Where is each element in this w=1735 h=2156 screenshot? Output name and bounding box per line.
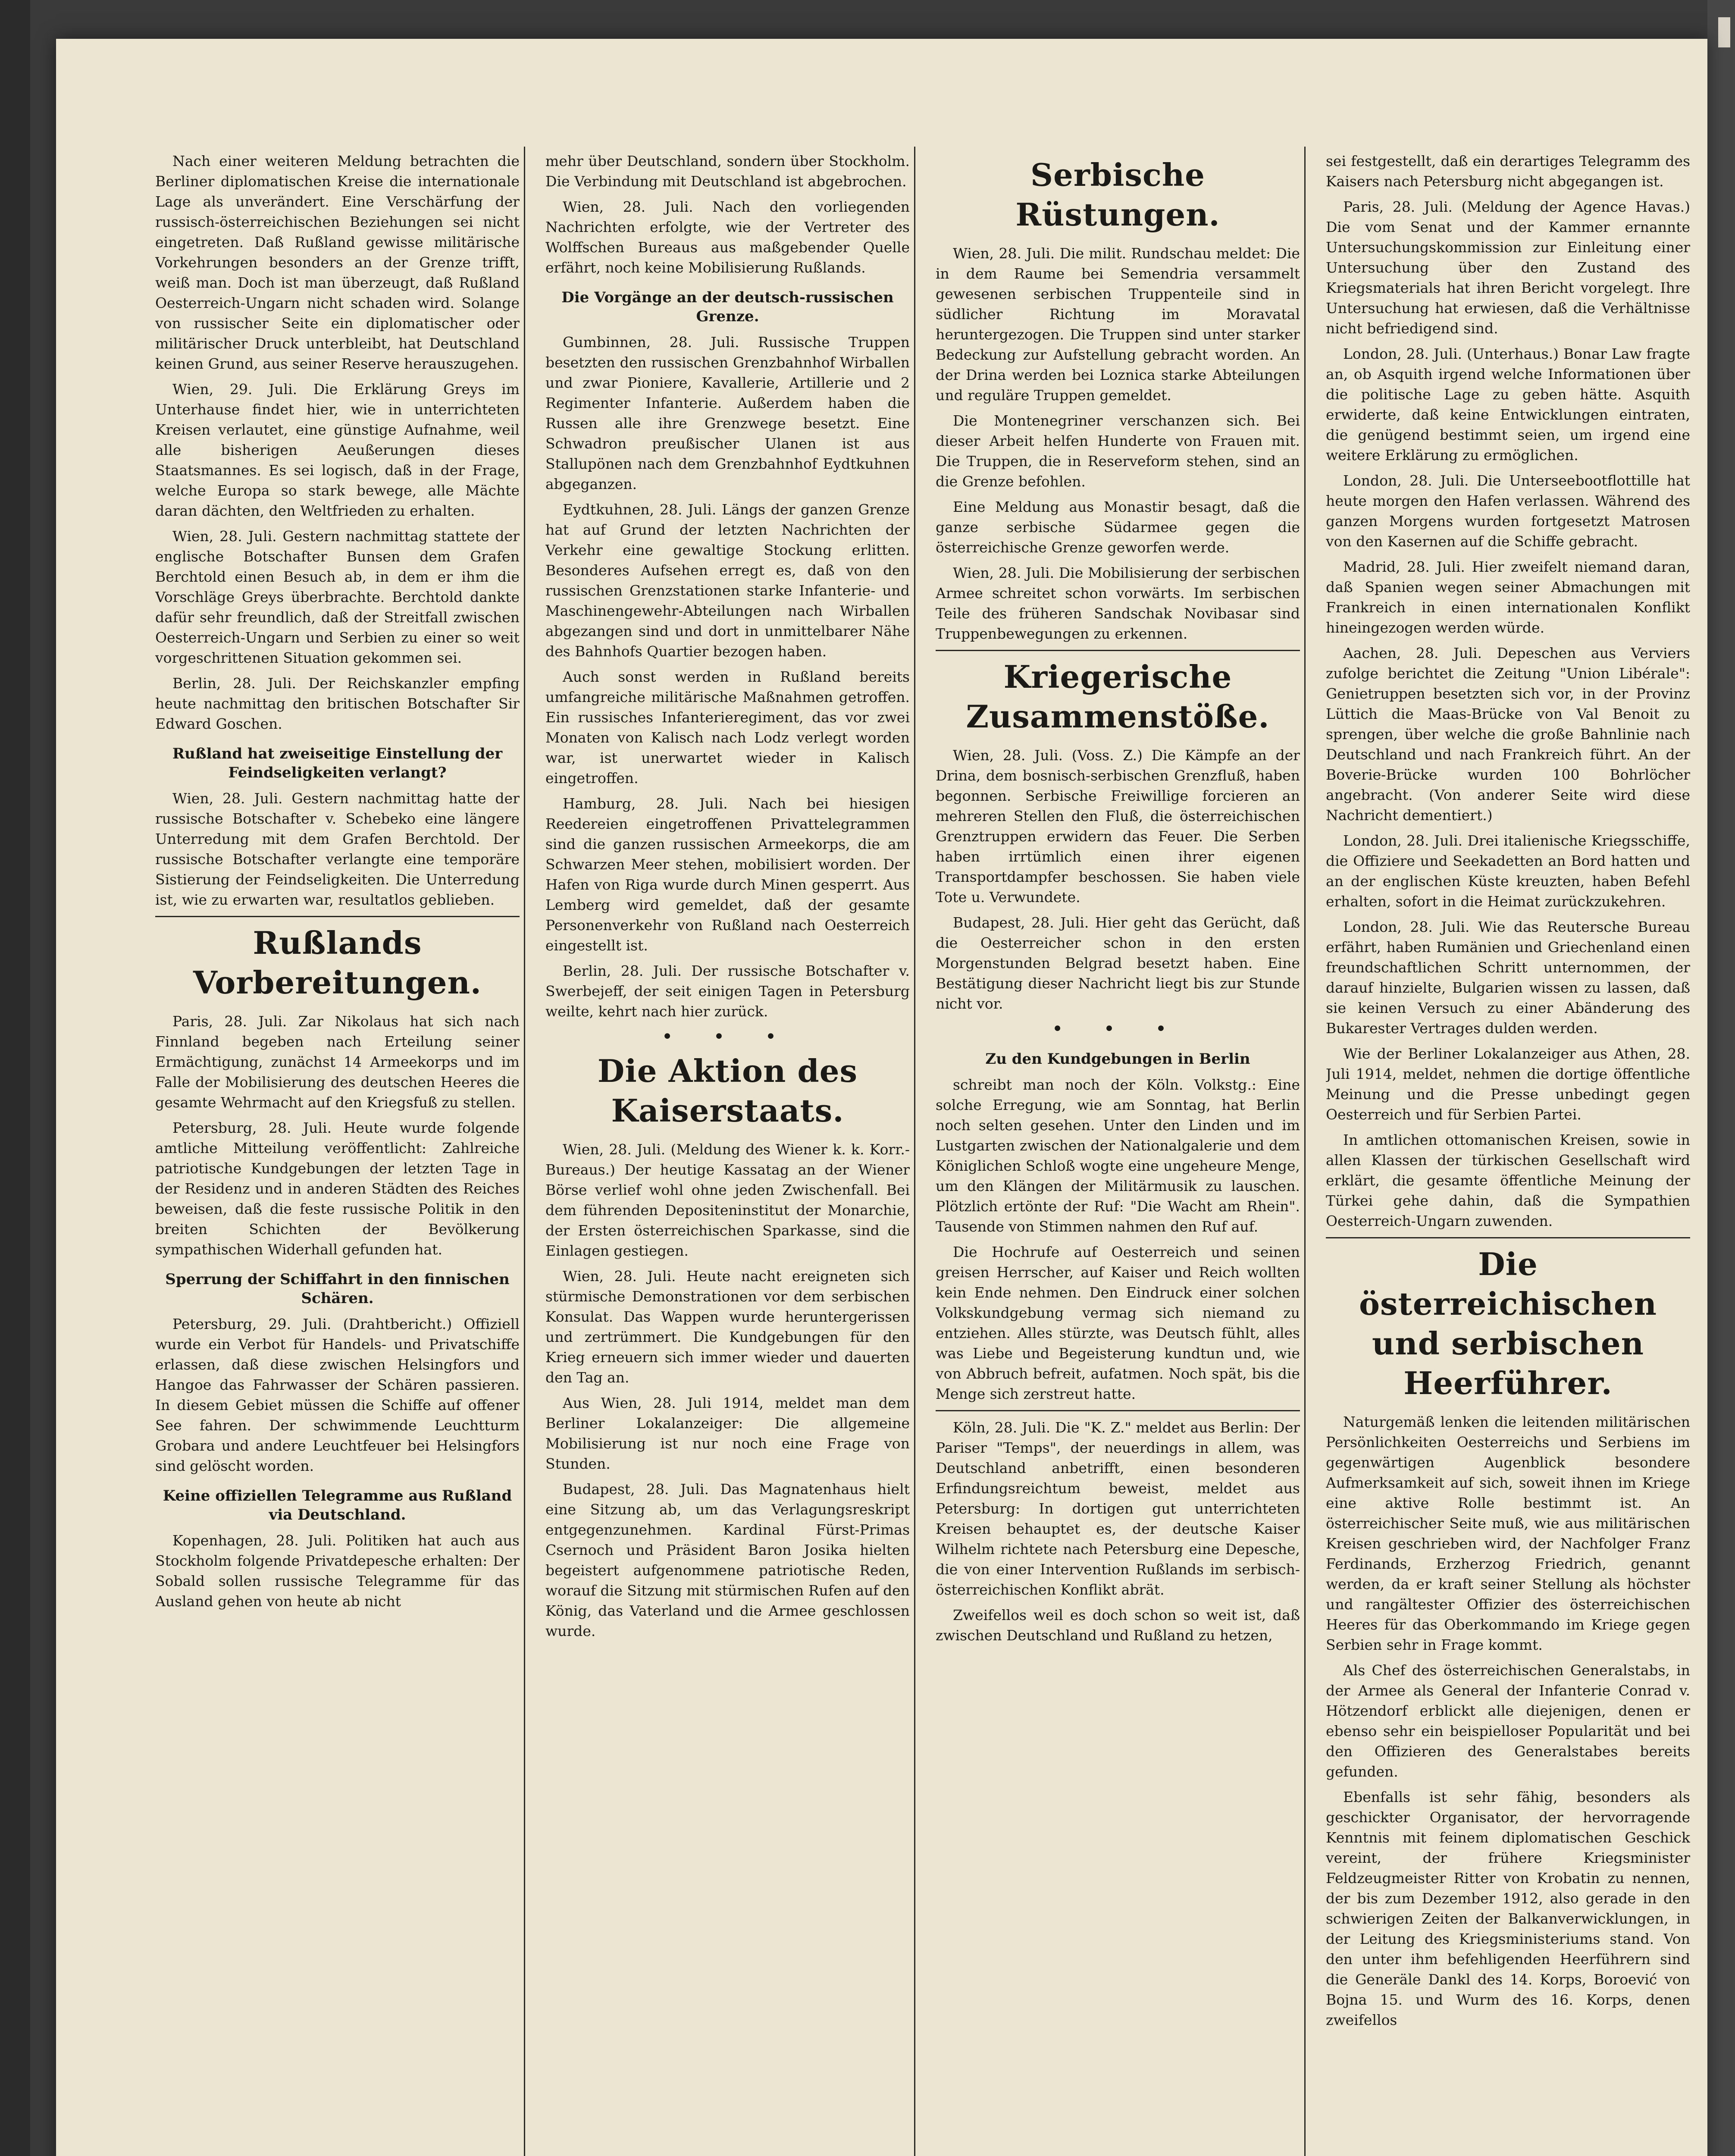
- article-paragraph: Köln, 28. Juli. Die "K. Z." meldet aus Berlin: Der Pariser "Temps", der neuerdings in allem, was Deutschland anbetrifft, einen besonderen Erfindungsreichtum beweist, meldet aus Petersburg: In dortigen gut unterrichteten Kreisen behauptet es, der deutsche Kaiser Wilhelm richtete nach Petersburg eine Depesche, die von einer Intervention Rußlands im serbisch-österreichischen Konflikt abrät.: [936, 1419, 1300, 1598]
- separator-dots: • • •: [661, 1026, 794, 1048]
- article-paragraph: Wien, 28. Juli. Gestern nachmittag hatte der russische Botschafter v. Schebeko eine längere Unterredung mit dem Grafen Berchtold. Der russische Botschafter verlangte eine temporäre Sistierung der Feindseligkeiten. Die Unterredung ist, wie zu erwarten war, resultatlos geblieben.: [155, 790, 520, 908]
- subheading: Zu den Kundgebungen in Berlin: [985, 1050, 1250, 1068]
- column-rule: [524, 147, 525, 2156]
- article-paragraph: Eine Meldung aus Monastir besagt, daß die ganze serbische Südarmee gegen die österreichische Grenze geworfen werde.: [936, 498, 1300, 556]
- article-paragraph: Paris, 28. Juli. (Meldung der Agence Havas.) Die vom Senat und der Kammer ernannte Untersuchungskommission zur Einleitung einer Untersuchung über den Zustand des Kriegsmaterials hat ihren Bericht vorgelegt. Ihre Untersuchung hat erwiesen, daß die Verhältnisse nicht befriedigend sind.: [1326, 198, 1690, 337]
- article-paragraph: Wie der Berliner Lokalanzeiger aus Athen, 28. Juli 1914, meldet, nehmen die dortige öffentliche Meinung und die Presse unbedingt gegen Oesterreich und für Serbien Partei.: [1326, 1045, 1690, 1123]
- article-paragraph: Wien, 28. Juli. Gestern nachmittag stattete der englische Botschafter Bunsen dem Grafen Berchtold einen Besuch ab, in dem er ihm die Vorschläge Greys überbrachte. Berchtold dankte dafür sehr freundlich, daß der Streitfall zwischen Oesterreich-Ungarn und Serbien zu einer so weit vorgeschrittenen Situation gekommen sei.: [155, 528, 520, 666]
- article-paragraph: Wien, 28. Juli. (Meldung des Wiener k. k. Korr.-Bureaus.) Der heutige Kassatag an der Wiener Börse verlief wohl ohne jeden Zwischenfall. Bei dem führenden Depositeninstitut der Monarchie, der Ersten österreichischen Sparkasse, sind die Einlagen gestiegen.: [545, 1141, 910, 1259]
- article-paragraph: Die Montenegriner verschanzen sich. Bei dieser Arbeit helfen Hunderte von Frauen mit. Die Truppen, die in Reserveform stehen, sind an die Grenze befohlen.: [936, 412, 1300, 490]
- article-paragraph: Wien, 28. Juli. Heute nacht ereigneten sich stürmische Demonstrationen vor dem serbischen Konsulat. Das Wappen wurde heruntergerissen und zertrümmert. Die Kundgebungen für den Krieg erneuern sich immer wieder und dauerten den Tag an.: [545, 1268, 910, 1386]
- article-paragraph: Berlin, 28. Juli. Der russische Botschafter v. Swerbejeff, der seit einigen Tagen in Petersburg weilte, kehrt nach hier zurück.: [545, 962, 910, 1020]
- article-paragraph: Aachen, 28. Juli. Depeschen aus Verviers zufolge berichtet die Zeitung "Union Libérale": Genietruppen besetzten sich vor, in der Provinz Lüttich die Maas-Brücke von Val Benoit zu sprengen, über welche die große Bahnlinie nach Deutschland und nach Frankreich führt. An der Boverie-Brücke wurden 100 Bohrlöcher angebracht. (Von anderer Seite wird diese Nachricht dementiert.): [1326, 645, 1690, 824]
- article-paragraph: Als Chef des österreichischen Generalstabs, in der Armee als General der Infanterie Conrad v. Hötzendorf erblickt alle diejenigen, denen er ebenso sehr ein beispielloser Popularität und bei den Offizieren des Generalstabes bereits gefunden.: [1326, 1662, 1690, 1780]
- article-paragraph: Kopenhagen, 28. Juli. Politiken hat auch aus Stockholm folgende Privatdepesche erhalten: Der Sobald sollen russische Telegramme für das Ausland gehen von heute ab nicht: [155, 1532, 520, 1610]
- article-paragraph: Budapest, 28. Juli. Hier geht das Gerücht, daß die Oesterreicher schon in den ersten Morgenstunden Belgrad besetzt haben. Eine Bestätigung dieser Nachricht liegt bis zur Stunde nicht vor.: [936, 914, 1300, 1012]
- article-paragraph: Petersburg, 28. Juli. Heute wurde folgende amtliche Mitteilung veröffentlicht: Zahlreiche patriotische Kundgebungen der letzten Tage in der Residenz und in anderen Städten des Reiches beweisen, daß die feste russische Politik in den breiten Schichten der Bevölkerung sympathischen Widerhall gefunden hat.: [155, 1119, 520, 1258]
- column-3: [936, 151, 1300, 2156]
- article-paragraph: Gumbinnen, 28. Juli. Russische Truppen besetzten den russischen Grenzbahnhof Wirballen und zwar Pioniere, Kavallerie, Artillerie und 2 Regimenter Infanterie. Außerdem haben die Russen alle ihre Grenzwege besetzt. Eine Schwadron preußischer Ulanen ist aus Stallupönen nach dem Grenzbahnhof Eydtkuhnen abgeganzen.: [545, 334, 910, 492]
- article-paragraph: Wien, 28. Juli. Nach den vorliegenden Nachrichten erfolgte, wie der Vertreter des Wolffschen Bureaus aus maßgebender Quelle erfährt, noch keine Mobilisierung Rußlands.: [545, 198, 910, 276]
- subheading: Rußland hat zweiseitige Einstellung der Feindseligkeiten verlangt?: [172, 745, 503, 781]
- column-rule: [1304, 147, 1306, 2156]
- article-paragraph: Die Hochrufe auf Oesterreich und seinen greisen Herrscher, auf Kaiser und Reich wollten kein Ende nehmen. Den Eindruck einer solchen Volkskundgebung vermag sich niemand zu entziehen. Alles stürzte, was Deutsch fühlt, alles was Liebe und Begeisterung kundtun und, wie von Abbruch befreit, aufatmen. Noch spät, bis die Menge sich zerstreut hatte.: [936, 1244, 1300, 1402]
- column-1: [155, 151, 520, 2156]
- article-paragraph: Naturgemäß lenken die leitenden militärischen Persönlichkeiten Oesterreichs und Serbiens im gegenwärtigen Augenblick besondere Aufmerksamkeit auf sich, soweit ihnen im Kriege eine aktive Rolle bestimmt ist. An österreichischer Seite muß, wie aus militärischen Kreisen geschrieben wird, der Nachfolger Franz Ferdinands, Erzherzog Friedrich, genannt werden, da er kraft seiner Stellung als höchster und rangältester Offizier des österreichischen Heeres für das Oberkommando im Kriege gegen Serbien sehr in Frage kommt.: [1326, 1413, 1690, 1653]
- article-paragraph: London, 28. Juli. (Unterhaus.) Bonar Law fragte an, ob Asquith irgend welche Informationen über die politische Lage zu geben hätte. Asquith erwiderte, daß keine Entwicklungen eintraten, die genügend bestimmt seien, um irgend eine weitere Erklärung zu ermöglichen.: [1326, 345, 1690, 464]
- article-paragraph: Aus Wien, 28. Juli 1914, meldet man dem Berliner Lokalanzeiger: Die allgemeine Mobilisierung ist nur noch eine Frage von Stunden.: [545, 1395, 910, 1472]
- divider: [936, 1410, 1300, 1411]
- article-paragraph: Paris, 28. Juli. Zar Nikolaus hat sich nach Finnland begeben nach Erteilung seiner Ermächtigung, zunächst 14 Armeekorps und im Falle der Mobilisierung des deutschen Heeres die gesamte Wehrmacht auf den Kriegsfuß zu stellen.: [155, 1013, 520, 1111]
- article-paragraph: Zweifellos weil es doch schon so weit ist, daß zwischen Deutschland und Rußland zu hetzen,: [936, 1607, 1300, 1644]
- article-paragraph: London, 28. Juli. Drei italienische Kriegsschiffe, die Offiziere und Seekadetten an Bord hatten und an der englischen Küste kreuzten, haben Befehl erhalten, sofort in die Heimat zurückzukehren.: [1326, 832, 1690, 910]
- page-tab: [1718, 17, 1730, 47]
- article-paragraph: Auch sonst werden in Rußland bereits umfangreiche militärische Maßnahmen getroffen. Ein russisches Infanterieregiment, das vor zwei Monaten von Kalisch nach Lodz verlegt worden war, ist unerwartet wieder in Kalisch eingetroffen.: [545, 668, 910, 787]
- article-paragraph: In amtlichen ottomanischen Kreisen, sowie in allen Klassen der türkischen Gesellschaft wird erklärt, die gesamte öffentliche Meinung der Türkei gehe dahin, daß die Sympathien Oesterreich-Ungarn zuwenden.: [1326, 1131, 1690, 1229]
- headline: Kriegerische Zusammenstöße.: [966, 658, 1270, 735]
- divider: [1326, 1237, 1690, 1238]
- article-paragraph: Ebenfalls ist sehr fähig, besonders als geschickter Organisator, der hervorragende Kenntnis mit feinem diplomatischen Geschick vereint, der frühere Kriegsminister Feldzeugmeister Ritter von Krobatin zu nennen, der bis zum Dezember 1912, also gerade in den schwierigen Zeiten der Balkanverwicklungen, in der Leitung des Kriegsministeriums stand. Von den unter ihm befehligenden Heerführern sind die Generäle Dankl des 14. Korps, Boroević von Bojna 15. und Wurm des 16. Korps, denen zweifellos: [1326, 1789, 1690, 2028]
- article-paragraph: Wien, 28. Juli. Die milit. Rundschau meldet: Die in dem Raume bei Semendria versammelt gewesenen serbischen Truppenteile sind in südlicher Richtung im Moravatal heruntergezogen. Die Truppen sind unter starker Bedeckung zur Aufstellung gebracht worden. An der Drina werden bei Loznica starke Abteilungen und reguläre Truppen gemeldet.: [936, 245, 1300, 404]
- article-paragraph: mehr über Deutschland, sondern über Stockholm. Die Verbindung mit Deutschland ist abgebrochen.: [545, 153, 910, 190]
- subheading: Keine offiziellen Telegramme aus Rußland via Deutschland.: [163, 1487, 512, 1523]
- article-paragraph: Petersburg, 29. Juli. (Drahtbericht.) Offiziell wurde ein Verbot für Handels- und Privatschiffe erlassen, daß diese zwischen Helsingfors und Hangoe das Fahrwasser der Schären passieren. In diesem Gebiet müssen die Schiffe auf offener See fahren. Der schwimmende Leuchtturm Grobara und andere Leuchtfeuer bei Helsingfors sind gelöscht worden.: [155, 1316, 520, 1474]
- article-paragraph: Eydtkuhnen, 28. Juli. Längs der ganzen Grenze hat auf Grund der letzten Nachrichten der Verkehr eine gewaltige Stockung erlitten. Besonderes Aufsehen erregt es, daß von den russischen Grenzstationen starke Infanterie- und Maschinengewehr-Abteilungen nach Wirballen abgezangen sind und dort in unmittelbarer Nähe des Bahnhofs Quartier bezogen haben.: [545, 501, 910, 660]
- article-paragraph: Wien, 28. Juli. Die Mobilisierung der serbischen Armee schreitet schon vorwärts. Im serbischen Teile des früheren Sandschak Novibasar sind Truppenbewegungen zu erkennen.: [936, 564, 1300, 642]
- book-binding: [0, 0, 30, 2156]
- column-rule: [914, 147, 915, 2156]
- headline: Serbische Rüstungen.: [1015, 157, 1220, 233]
- article-paragraph: Berlin, 28. Juli. Der Reichskanzler empfing heute nachmittag den britischen Botschafter Sir Edward Goschen.: [155, 675, 520, 732]
- article-paragraph: Hamburg, 28. Juli. Nach bei hiesigen Reedereien eingetroffenen Privattelegrammen sind die ganzen russischen Armeekorps, die am Schwarzen Meer stehen, mobilisiert worden. Der Hafen von Riga wurde durch Minen gesperrt. Aus Lemberg wird gemeldet, daß der gesamte Personenverkehr von Rußland nach Oesterreich eingestellt ist.: [545, 795, 910, 954]
- article-paragraph: Budapest, 28. Juli. Das Magnatenhaus hielt eine Sitzung ab, um das Verlagungsreskript entgegenzunehmen. Kardinal Fürst-Primas Csernoch und Präsident Baron Josika hielten begeistert aufgenommene patriotische Reden, worauf die Sitzung mit stürmischen Rufen auf den König, das Vaterland und die Armee geschlossen wurde.: [545, 1481, 910, 1639]
- article-paragraph: London, 28. Juli. Die Unterseebootflottille hat heute morgen den Hafen verlassen. Während des ganzen Morgens wurden fortgesetzt Matrosen von den Kasernen auf die Schiffe gebracht.: [1326, 472, 1690, 550]
- article-paragraph: London, 28. Juli. Wie das Reutersche Bureau erfährt, haben Rumänien und Griechenland einen freundschaftlichen Schritt unternommen, der darauf hinzielte, Bulgarien wissen zu lassen, daß sie keinen Versuch zu einer Abänderung des Bukarester Vertrages dulden werden.: [1326, 918, 1690, 1037]
- column-2: [545, 151, 910, 2156]
- article-paragraph: Wien, 28. Juli. (Voss. Z.) Die Kämpfe an der Drina, dem bosnisch-serbischen Grenzfluß, haben begonnen. Serbische Freiwillige forcieren an mehreren Stellen den Fluß, die österreichischen Grenztruppen erwidern das Feuer. Die Serben haben irrtümlich einen ihrer eigenen Transportdampfer beschossen. Sie haben viele Tote u. Verwundete.: [936, 747, 1300, 906]
- article-paragraph: schreibt man noch der Köln. Volkstg.: Eine solche Erregung, wie am Sonntag, hat Berlin noch selten gesehen. Unter den Linden und im Lustgarten zwischen der Nationalgalerie und dem Königlichen Schloß wogte eine ungeheure Menge, um den Klängen der Militärmusik zu lauschen. Plötzlich ertönte der Ruf: "Die Wacht am Rhein". Tausende von Stimmen nahmen den Ruf auf.: [936, 1076, 1300, 1235]
- subheading: Die Vorgänge an der deutsch-russischen Grenze.: [561, 289, 894, 325]
- divider: [155, 916, 520, 917]
- article-paragraph: sei festgestellt, daß ein derartiges Telegramm des Kaisers nach Petersburg nicht abgegangen ist.: [1326, 153, 1690, 190]
- page-content: [155, 151, 1707, 2156]
- headline: Rußlands Vorbereitungen.: [193, 924, 482, 1001]
- column-4: [1326, 151, 1690, 2156]
- divider: [936, 650, 1300, 651]
- page-edge: [1707, 0, 1735, 2156]
- article-paragraph: Wien, 29. Juli. Die Erklärung Greys im Unterhause findet hier, wie in unterrichteten Kreisen verlautet, eine günstige Aufnahme, weil alle bisherigen Aeußerungen dieses Staatsmannes. Es sei logisch, daß in der Frage, welche Europa so stark bewege, alle Mächte daran dächten, den Weltfrieden zu erhalten.: [155, 381, 520, 519]
- newspaper-page: [56, 39, 1707, 2156]
- article-paragraph: Madrid, 28. Juli. Hier zweifelt niemand daran, daß Spanien wegen seiner Abmachungen mit Frankreich in einen internationalen Konflikt hineingezogen werden würde.: [1326, 558, 1690, 636]
- subheading: Sperrung der Schiffahrt in den finnischen Schären.: [165, 1271, 510, 1307]
- headline: Die österreichischen und serbischen Heerführer.: [1359, 1246, 1657, 1401]
- article-paragraph: Nach einer weiteren Meldung betrachten die Berliner diplomatischen Kreise die internationale Lage als unverändert. Eine Verschärfung der russisch-österreichischen Beziehungen sei nicht eingetreten. Daß Rußland gewisse militärische Vorkehrungen besonders an der Grenze trifft, weiß man. Doch ist man überzeugt, daß Rußland Oesterreich-Ungarn nicht schaden wird. Solange von russischer Seite ein diplomatischer oder militärischer Druck unterbleibt, hat Deutschland keinen Grund, aus seiner Reserve herauszugehen.: [155, 153, 520, 372]
- separator-dots: • • •: [1052, 1018, 1184, 1040]
- headline: Die Aktion des Kaiserstaats.: [597, 1053, 858, 1129]
